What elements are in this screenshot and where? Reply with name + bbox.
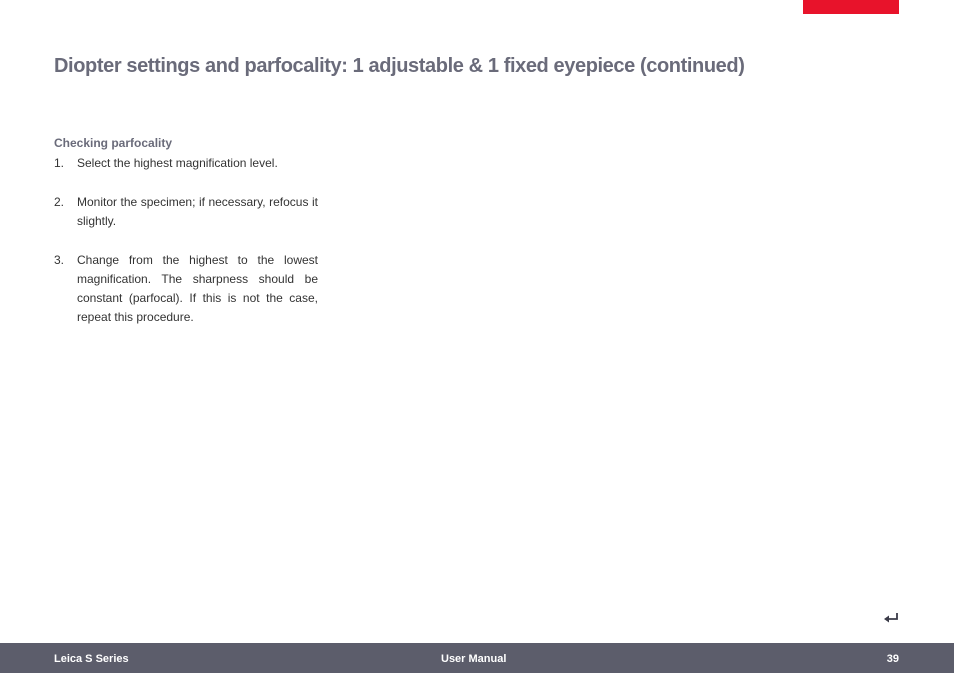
footer-page-number: 39 (886, 653, 899, 665)
return-arrow-icon-graphic (882, 609, 900, 627)
step-number: 3. (54, 253, 65, 267)
step-number: 1. (54, 156, 65, 170)
list-item (54, 251, 318, 327)
step-text: Change from the highest to the lowest magnification. The sharpness should be constant (parfocal). If this is not the case, repeat this procedure. (77, 253, 318, 324)
steps-list (54, 154, 318, 327)
step-text: Monitor the specimen; if necessary, refocus it slightly. (77, 195, 318, 228)
step-text: Select the highest magnification level. (77, 156, 278, 170)
return-arrow-icon[interactable] (882, 609, 900, 627)
page-title: Diopter settings and parfocality: 1 adjustable & 1 fixed eyepiece (continued) (54, 55, 745, 77)
footer-product-name: Leica S Series (54, 653, 129, 665)
section-heading: Checking parfocality (54, 136, 173, 150)
step-number: 2. (54, 195, 65, 209)
top-accent-bar (803, 0, 899, 14)
checking-parfocality-section (54, 135, 318, 347)
footer-bar (0, 643, 954, 673)
list-item (54, 193, 318, 231)
list-item (54, 154, 318, 173)
footer-document-type: User Manual (441, 653, 507, 665)
